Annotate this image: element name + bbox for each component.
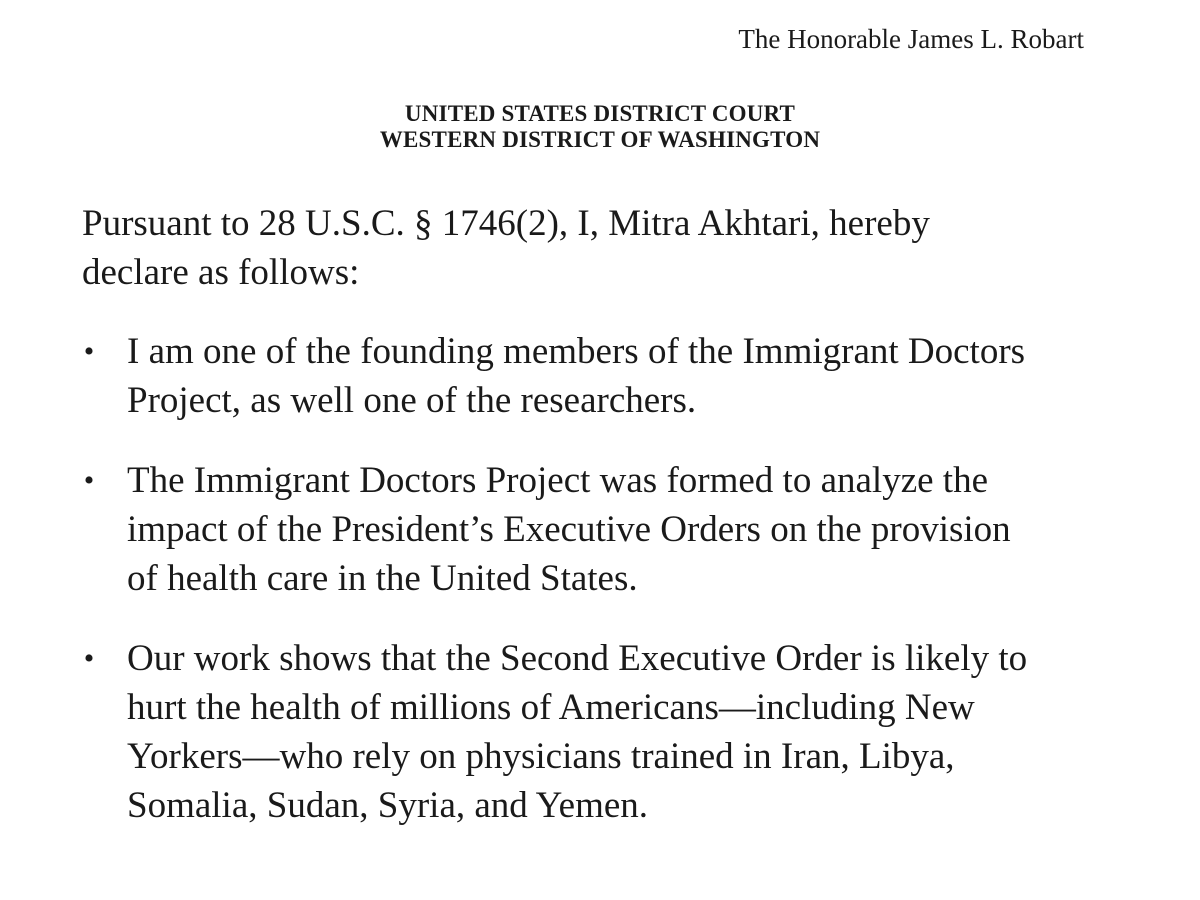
bullet-line: The Immigrant Doctors Project was formed to analyze the bbox=[127, 460, 988, 501]
bullet-item bbox=[80, 634, 1140, 830]
intro-line: Pursuant to 28 U.S.C. § 1746(2), I, Mitra Akhtari, hereby bbox=[82, 203, 930, 244]
judge-name: The Honorable James L. Robart bbox=[738, 24, 1084, 54]
bullet-line: Yorkers—who rely on physicians trained in Iran, Libya, bbox=[127, 736, 955, 777]
bullet-line: Project, as well one of the researchers. bbox=[127, 380, 697, 421]
bullet-line: hurt the health of millions of Americans—including New bbox=[127, 687, 975, 728]
bullet-icon: • bbox=[83, 335, 95, 368]
court-name: UNITED STATES DISTRICT COURT bbox=[404, 101, 796, 126]
bullet-line: impact of the President’s Executive Orders on the provision bbox=[127, 509, 1011, 550]
court-district: WESTERN DISTRICT OF WASHINGTON bbox=[379, 127, 821, 152]
declaration-bullet-list bbox=[80, 327, 1140, 861]
declaration-intro bbox=[82, 199, 1142, 297]
bullet-icon: • bbox=[83, 642, 95, 675]
bullet-item bbox=[80, 327, 1140, 425]
court-heading bbox=[0, 101, 1200, 153]
bullet-line: Somalia, Sudan, Syria, and Yemen. bbox=[127, 785, 649, 826]
bullet-line: Our work shows that the Second Executive Order is likely to bbox=[127, 638, 1028, 679]
bullet-line: I am one of the founding members of the Immigrant Doctors bbox=[127, 331, 1026, 372]
bullet-item bbox=[80, 456, 1140, 603]
bullet-icon: • bbox=[83, 464, 95, 497]
bullet-line: of health care in the United States. bbox=[127, 558, 638, 599]
intro-line: declare as follows: bbox=[82, 252, 360, 293]
